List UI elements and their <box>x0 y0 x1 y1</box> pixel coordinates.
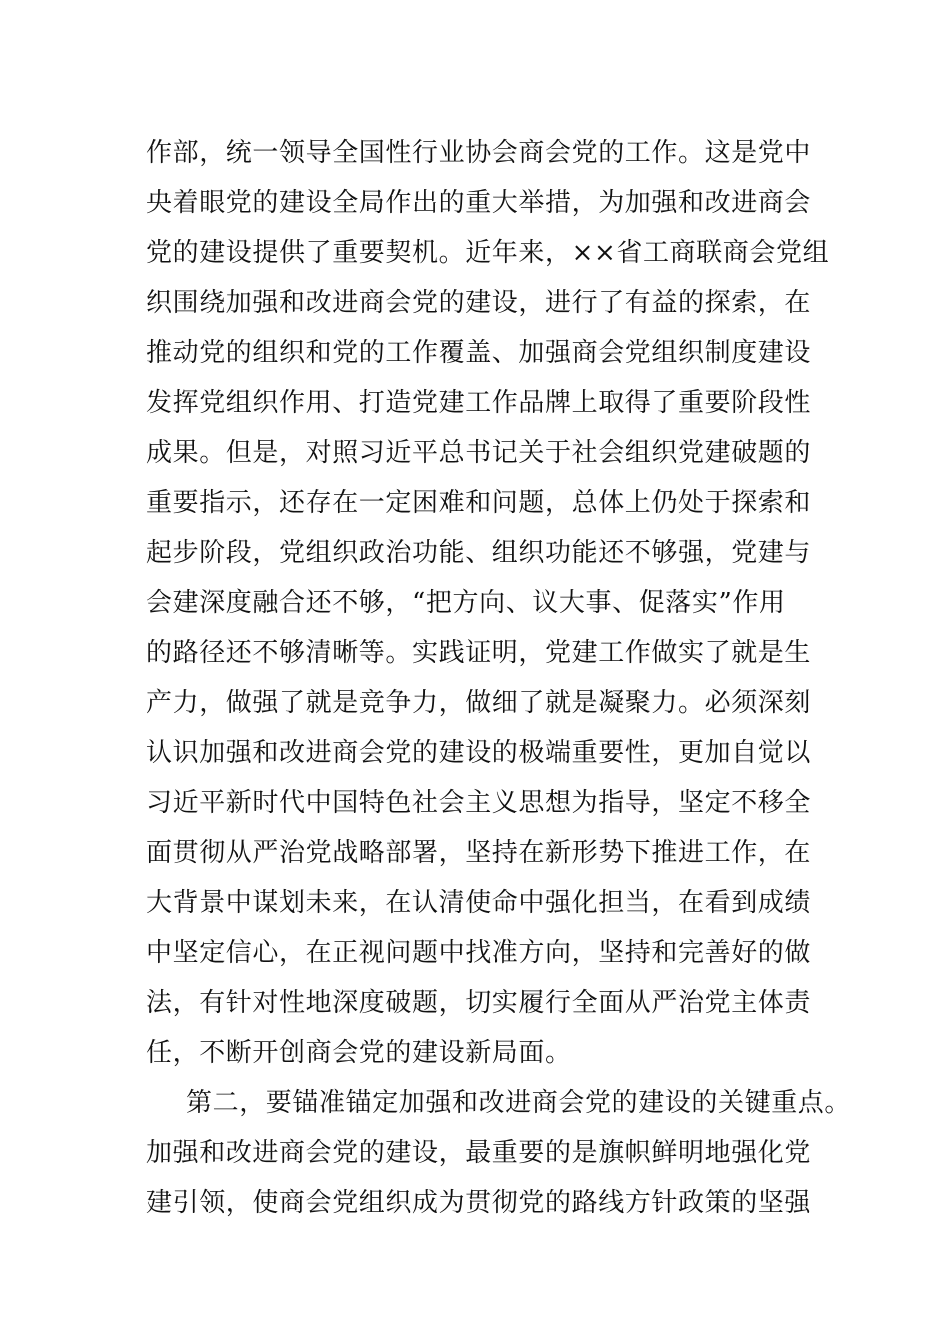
text-line: 中坚定信心，在正视问题中找准方向，坚持和完善好的做 <box>146 938 812 968</box>
text-line: 任，不断开创商会党的建设新局面。 <box>146 1038 572 1068</box>
text-line: 的路径还不够清晰等。实践证明，党建工作做实了就是生 <box>146 638 812 668</box>
text-line: 加强和改进商会党的建设，最重要的是旗帜鲜明地强化党 <box>146 1138 812 1168</box>
text-line: 重要指示，还存在一定困难和问题，总体上仍处于探索和 <box>146 488 812 518</box>
text-line: 习近平新时代中国特色社会主义思想为指导，坚定不移全 <box>146 788 812 818</box>
text-line: 织围绕加强和改进商会党的建设，进行了有益的探索，在 <box>146 288 812 318</box>
text-line: 作部，统一领导全国性行业协会商会党的工作。这是党中 <box>146 138 812 168</box>
text-line: 认识加强和改进商会党的建设的极端重要性，更加自觉以 <box>146 738 812 768</box>
text-line: 推动党的组织和党的工作覆盖、加强商会党组织制度建设 <box>146 338 812 368</box>
text-line: 发挥党组织作用、打造党建工作品牌上取得了重要阶段性 <box>146 388 812 418</box>
text-line: 产力，做强了就是竞争力，做细了就是凝聚力。必须深刻 <box>146 688 812 718</box>
text-line: 成果。但是，对照习近平总书记关于社会组织党建破题的 <box>146 438 812 468</box>
text-line: 法，有针对性地深度破题，切实履行全面从严治党主体责 <box>146 988 812 1018</box>
text-line: 会建深度融合还不够，“把方向、议大事、促落实”作用 <box>146 588 786 618</box>
paragraph-start-line: 第二，要锚准锚定加强和改进商会党的建设的关键重点。 <box>186 1088 852 1118</box>
text-line: 面贯彻从严治党战略部署，坚持在新形势下推进工作，在 <box>146 838 812 868</box>
text-line: 建引领，使商会党组织成为贯彻党的路线方针政策的坚强 <box>146 1188 812 1218</box>
body-text <box>146 128 852 1228</box>
text-line: 央着眼党的建设全局作出的重大举措，为加强和改进商会 <box>146 188 812 218</box>
text-line: 大背景中谋划未来，在认清使命中强化担当，在看到成绩 <box>146 888 812 918</box>
text-line: 党的建设提供了重要契机。近年来，××省工商联商会党组 <box>146 238 830 268</box>
text-line: 起步阶段，党组织政治功能、组织功能还不够强，党建与 <box>146 538 812 568</box>
